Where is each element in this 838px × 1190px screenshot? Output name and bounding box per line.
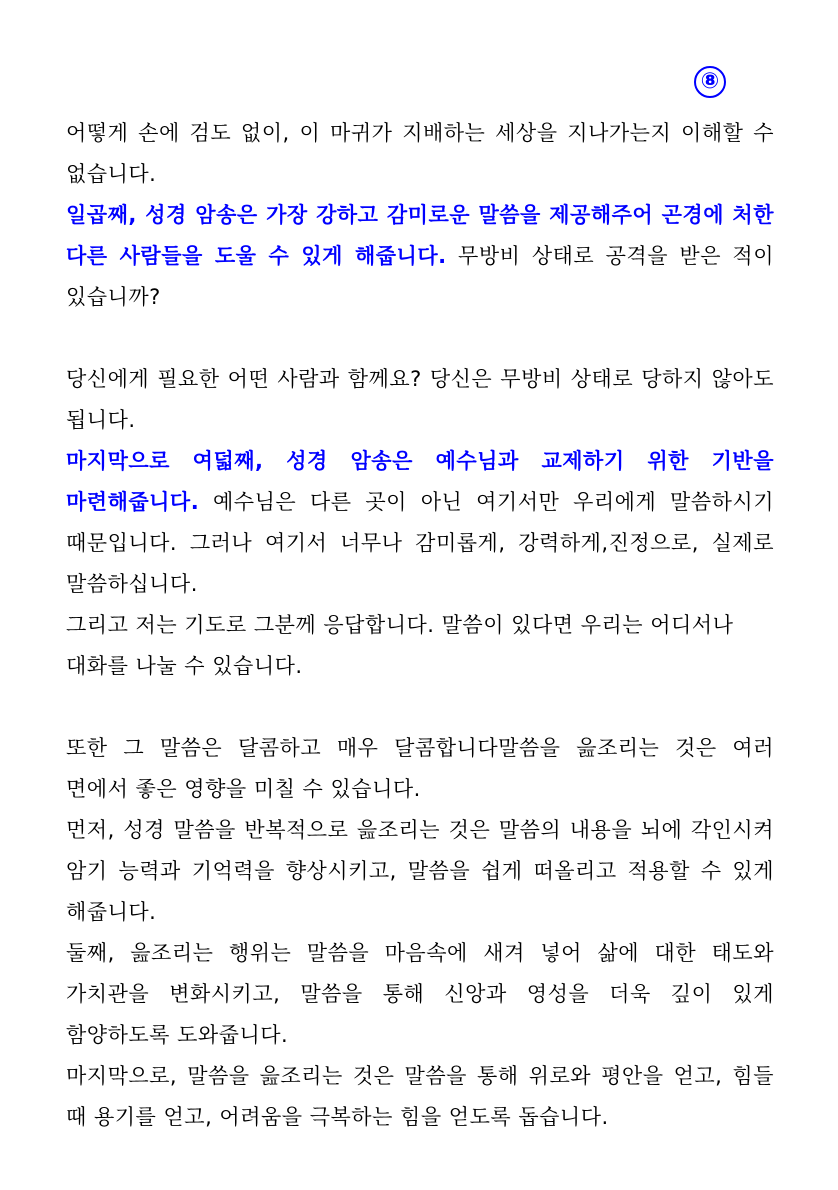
body-text: 둘째, 읊조리는 행위는 말씀을 마음속에 새겨 넣어 삶에 대한 태도와 가치관을 변화시키고, 말씀을 통해 신앙과 영성을 더욱 깊이 있게 함양하도록 도와줍니다.: [66, 941, 774, 1047]
body-text: 당신에게 필요한 어떤 사람과 함께요? 당신은 무방비 상태로 당하지 않아도 됩니다.: [66, 367, 774, 432]
body-text: 그리고 저는 기도로 그분께 응답합니다. 말씀이 있다면 우리는 어디서나: [66, 613, 734, 637]
body-text: 마지막으로, 말씀을 읊조리는 것은 말씀을 통해 위로와 평안을 얻고, 힘들 때 용기를 얻고, 어려움을 극복하는 힘을 얻도록 돕습니다.: [66, 1064, 774, 1129]
document-body: [66, 113, 774, 1138]
highlighted-text: 마지막으로 여덟째, 성경 암송은 예수님과 교제하기 위한 기반을 마련해줍니다.: [66, 449, 774, 514]
paragraph: [66, 1056, 774, 1138]
body-text: 먼저, 성경 말씀을 반복적으로 읊조리는 것은 말씀의 내용을 뇌에 각인시켜 암기 능력과 기억력을 향상시키고, 말씀을 쉽게 떠올리고 적용할 수 있게 해줍니다.: [66, 818, 774, 924]
body-text: 또한 그 말씀은 달콤하고 매우 달콤합니다말씀을 읊조리는 것은 여러 면에서 좋은 영향을 미칠 수 있습니다.: [66, 736, 774, 801]
paragraph: [66, 441, 774, 605]
paragraph: [66, 728, 774, 810]
paragraph: [66, 810, 774, 933]
paragraph: [66, 359, 774, 441]
page-number: ⑧: [694, 66, 726, 98]
paragraph: [66, 605, 774, 646]
body-text: 대화를 나눌 수 있습니다.: [66, 654, 303, 678]
body-text: 예수님은 다른 곳이 아닌 여기서만 우리에게 말씀하시기 때문입니다. 그러나 여기서 너무나 감미롭게, 강력하게,진정으로, 실제로 말씀하십니다.: [66, 490, 774, 596]
highlighted-text: 일곱째, 성경 암송은 가장 강하고 감미로운 말씀을 제공해주어 곤경에 처한 다른 사람들을 도울 수 있게 해줍니다.: [66, 203, 774, 268]
paragraph: [66, 195, 774, 318]
paragraph: [66, 113, 774, 195]
paragraph-spacer: [66, 318, 774, 359]
paragraph: [66, 933, 774, 1056]
paragraph-spacer: [66, 687, 774, 728]
paragraph: [66, 646, 774, 687]
body-text: 무방비 상태로 공격을 받은 적이 있습니까?: [66, 244, 775, 309]
body-text: 어떻게 손에 검도 없이, 이 마귀가 지배하는 세상을 지나가는지 이해할 수 없습니다.: [66, 121, 774, 186]
